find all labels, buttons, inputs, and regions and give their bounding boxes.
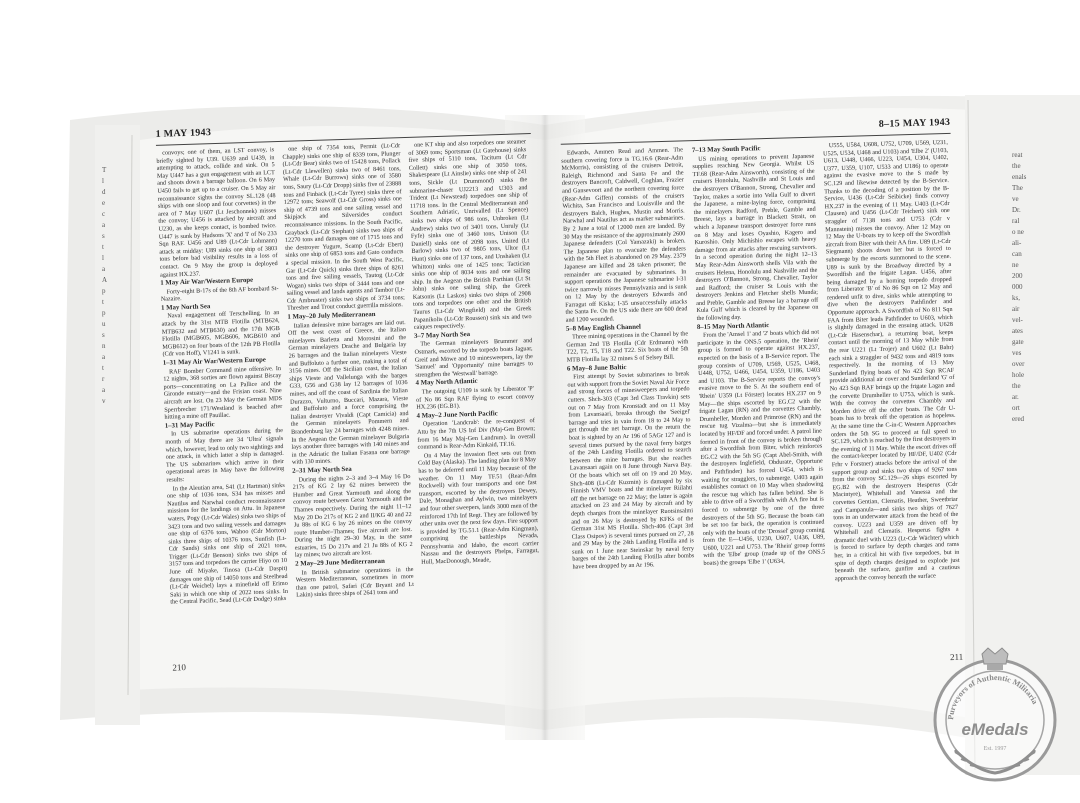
section-heading: 4 May–2 June North Pacific (416, 410, 498, 420)
paragraph: In US submarine operations during the month of May there are 34 'Ultra' signals which, however, lead to only two sightings and one attack, in which latter a ship is damaged. The US submarines which arrive in their operational areas in May have the following results: (165, 427, 285, 484)
paragraph: On 4 May the invasion fleet sets out from Cold Bay (Alaska). The landing plan for 8 May has to be deferred until 11 May because of the weather. On 11 May TF.51 (Rear-Adm Rockwell) with four transports and one fast transport, escorted by the destroyers Dewey, Dale, Monaghan and Aylwin, two minelayers and four other sweepers, lands 3000 men of the reinforced 17th Inf Regt. They are followed by other units over the next few days. Fire support is provided by TG.51.1 (Rear-Adm Kingman), comprising the battleships Nevada, Pennsylvania and Idaho, the escort carrier Nassau and the destroyers Phelps, Farragut, Hull, MacDonough, Meade, (417, 448, 539, 566)
paragraph: From the 'Amsel 1' and '2' boats which did not participate in the ONS.5 operation, the 'Rhein' group is formed to operate against HX.237, expected on the basis of a B-Service report. The group consists of U709, U569, U525, U468, U448, U752, U466, U454, U359, U186, U403 and U103. The B-Service reports the convoy's evasive move to the S. At the southern end of 'Rhein' U359 (Lt Förster) locates HX.237 on 9 May—the ships escorted by EG.C2 with the frigate Lagan (RN) and the corvettes Chambly, Drumheller, Morden and Primrose (RN) and the rescue tug Vizalma—but she is immediately located by HF/DF and forced under. A patrol line formed in front of the convoy is broken through after a Swordfish from Biter, which reinforces EG.C2 with the 5th SG (Capt Abel-Smith, with the destroyers Inglefield, Obdurate, Opportune and Pathfinder) has forced U454, which is waiting for stragglers, to submerge. U403 again establishes contact on 10 May when shadowing the rescue tug which has fallen behind. She is able to drive off a Swordfish with AA fire but is forced to submerge by one of the three destroyers of the 5th SG. Because the boats can be set too far back, the operation is continued only with the boats of the 'Drossel' group coming from the E—U456, U230, U607, U436, U89, U600, U221 and U753. The 'Rhein' group forms with the 'Elbe' group (made up of the ONS.5 boats) the groups 'Elbe 1' (U634, (697, 328, 826, 568)
paragraph: Three mining operations in the Channel by the German 2nd TB Flotilla (Cdr Erdmann) with T22, T2, T5, T18 and T22. Six boats of the 5th MTB Flotilla lay 32 mines S of Selsey Bill. (566, 330, 689, 364)
paragraph: Naval engagement off Terschelling. In an attack by the 31st MTB Flotilla (MTB624, MTB632 and MTB630) and the 17th MGB Flotilla (MGB605, MGB606, MGB610 and MGB612) on four boats of the 12th PB Flotilla (Cdr von Hoff), V1241 is sunk. (161, 309, 281, 359)
emedals-watermark-logo (920, 640, 1070, 790)
right-page-number: 211 (949, 651, 964, 663)
edge-right-9: can (1012, 250, 1022, 258)
edge-left-19: r (102, 375, 105, 383)
section-heading: 7–13 May South Pacific (691, 145, 761, 155)
edge-left-16: n (102, 342, 106, 350)
edge-right-6: ral (1012, 217, 1020, 225)
section-heading: 1–31 May Pacific (164, 420, 215, 430)
edge-left-10: A (102, 276, 108, 284)
edge-left-20: a (102, 386, 106, 394)
edge-right-24: ered (1012, 415, 1025, 423)
edge-left-4: c (102, 210, 106, 218)
edge-left-3: e (102, 199, 106, 207)
paragraph: convoys; one of them, an LST convoy, is briefly sighted by U39. U639 and U439, in attempting to attack, collide and sink. On 5 May U447 has a gun engagement with an LCT and shoots down a barrage balloon. On 6 May U450 fails to get up to a cruiser. On 5 May air reconnaissance sights the convoy SL.128 (48 ships with one sloop and four corvettes) in the area of 7 May U607 (Lt Jeschonnek) misses the convoy; U456 is attacked by aircraft and U230, as she keeps contact, is bombed twice. U447 is sunk by Hudsons 'X' and 'I' of No 233 Sqn RAF. U456 and U89 (Lt-Cdr Lohmann) attack at midday: U89 sinks one ship of 3803 tons before bad visibility results in a loss of contact. On 9 May the group is deployed against HX.237. (156, 146, 278, 279)
left-column-3 (408, 138, 542, 651)
edge-left-17: a (102, 353, 106, 361)
section-heading: 1–31 May Air War/Western Europe (162, 356, 266, 367)
paragraph: Edwards, Ammen Read and Ammen. The southern covering force is TG.16.6 (Rear-Adm McMorris), consisting of the cruisers Detroit, Raleigh, Richmond and Santa Fe and the destroyers Bancroft, Caldwell, Coghlan, Frazier and Gansevoort and the northern covering force (Rear-Adm Giffen) consists of the cruisers Wichita, San Francisco and Louisville and the destroyers Balch, Hughes, Mustin and Morris. Narwhal and Nautilus act as marker submarines. By 2 June a total of 12000 men are landed. By 30 May the resistance of the approximately 2600 Japanese defenders (Col Yamazaki) is broken. The Japanese plan to evacuate the defenders with the 5th Fleet is abandoned on 29 May. 2379 Japanese are killed and 28 taken prisoner; the remainder are evacuated by submarines. In support operations the Japanese submarine I-31 twice narrowly misses Pennsylvania and is sunk on 12 May by the destroyers Edwards and Farragut off Kiska; I-35 unsuccessfully attacks the Santa Fe. On the US side there are 600 dead and 1200 wounded. (561, 146, 688, 324)
edge-left-15: s (102, 331, 105, 339)
paragraph: The outgoing U109 is sunk by Liberator 'P' of No 86 Sqn RAF flying to escort convoy HX.236 (EG.B1). (415, 385, 535, 411)
edge-left-1: l (102, 177, 104, 185)
edge-right-14: air (1012, 305, 1020, 313)
badge-arc-text: Purveyors of Authentic Militaria (946, 672, 1040, 721)
paragraph: Italian defensive mine barrages are laid out. Off the west coast of Greece, the Italian minelayers Barletta and Morosini and the German minelayers Drache and Bulgaria lay 26 barrages and the Italian minelayers Vieste and Buffoluto a further one, making a total of 3156 mines. Off the Sicilian coast, the Italian ships Vieste and Vallelunga with the barges G33, G56 and G38 lay 12 barrages of 1036 mines, and off the coast of Sardinia the Italian Durazzo, Vulturno, Buccari, Mazara, Vieste and Buffoluto and a force comprising the Italian destroyer Vivaldi (Capt Camicia) and the German minelayers Pommern and Brandenburg lay 24 barrages with 4248 mines. In the Aegean the German minelayer Bulgaria lays another three barrages with 140 mines and in the Adriatic the Italian Fasana one barrage with 130 mines. (287, 318, 410, 467)
right-column-1 (561, 146, 697, 659)
edge-left-0: T (102, 166, 107, 174)
right-page-header: 8–15 MAY 1943 (878, 116, 951, 130)
section-heading: 2 May–29 June Mediterranean (295, 557, 385, 568)
left-column-2 (282, 142, 416, 655)
edge-left-7: t (102, 243, 104, 251)
right-column-2 (692, 143, 828, 656)
edge-right-11: 200 (1012, 272, 1023, 280)
edge-left-12: t (102, 298, 104, 306)
edge-left-13: p (102, 309, 106, 317)
section-heading: 5–8 May English Channel (565, 323, 641, 333)
section-heading: 3–7 May North Sea (413, 330, 471, 340)
edge-right-10: ne (1012, 261, 1019, 269)
edge-right-2: enals (1012, 173, 1027, 181)
section-heading: 1 May Air War/Western Europe (160, 276, 254, 287)
left-column-1 (156, 146, 290, 659)
paragraph: In British submarine operations in the Western Mediterranean, sometimes in more than one patrol, Safari (Cdr Bryant and Lt Lakin) sinks three ships of 2641 tons and (295, 565, 414, 600)
section-heading: 2–31 May North Sea (292, 465, 352, 475)
paragraph: US mining operations to prevent Japanese supplies reaching New Georgia. Whilst US TF.68 (Rear-Adm Ainsworth), consisting of the cruisers Honolulu, Nashville and St Louis and the destroyers O'Bannon, Strong, Chevalier and Taylor, makes a sortie into Vella Gulf to divert the Japanese, a mine-laying force, comprising the minelayers Radford, Preble, Gamble and Breese, lays a barrage in Blackett Strait, on which a Japanese transport destroyer force runs on 8 May and loses Oyashio, Kagero and Kuroshio. Only Michishio escapes with heavy damage from air attacks after rescuing survivors. In a second operation during the night 12–13 May Rear-Adm Ainsworth shells Vila with the cruisers Helena, Honolulu and Nashville and the destroyers O'Bannon, Strong, Chevalier, Taylor and Radford; the cruiser St Louis with the destroyers Jenkins and Fletcher shells Munda; and Preble, Gamble and Breese lay a barrage off Kula Gulf which is cleared by the Japanese on the following day. (692, 152, 819, 323)
edge-right-4: ve (1012, 195, 1019, 203)
paragraph: In the Aleutian area, S41 (Lt Hartman) sinks one ship of 1036 tons, S34 has misses and Nautilus and Narwhal conduct reconnaissance missions for the landings on Attu. In Japanese waters, Pogy (Lt-Cdr Wales) sinks two ships of 3423 tons and two sailing vessels and damages one ship of 6376 tons, Wahoo (Cdr Morton) sinks three ships of 10376 tons, Sunfish (Lt-Cdr Sands) sinks one ship of 2021 tons, Trigger (Lt-Cdr Benson) sinks two ships of 3157 tons and torpedoes the carrier Hiyo on 10 June off Miyake, Tinosa (Lt-Cdr Daspit) damages one ship of 14050 tons and Steelhead (Lt-Cdr Weichel) lays a minefield off Erimo Saki in which one ship of 2022 tons sinks. In the Central Pacific, Sead (Lt-Cdr Dodge) sinks (166, 481, 289, 607)
edge-right-23: ort (1012, 404, 1020, 412)
paragraph: one KT ship and also torpedoes one steamer of 3069 tons; Sportsman (Lt Gatehouse) sinks five ships of 5110 tons, Taciturn (Lt Cdr Collett) sinks one ship of 3050 tons, Shakespeare (Lt Ainslie) sinks one ship of 241 tons, Sickle (Lt Drummond) sinks the submarine-chaser UJ2213 and U303 and Trident (Lt Newstead) torpedoes one ship of 11718 tons. In the Central Mediterranean and Southern Adriatic, Unrivalled (Lt Spence) sinks two ships of 986 tons, Unbroken (Lt Andrew) sinks two of 3401 tons, Unruly (Lt Fyfe) sinks one of 3460 tons, Unison (Lt Daniell) sinks one of 2098 tons, United (Lt Barlow) sinks two of 9805 tons, Ultor (Lt Hunt) sinks one of 137 tons, and Unshaken (Lt Whitton) sinks one of 1425 tons; Tactician sinks one ship of 8034 tons and one sailing ship. In the Aegean the British Parthian (Lt St John) sinks one sailing ship, the Greek Katsonis (Lt Laskos) sinks two ships of 2908 tons and torpedoes one other and the British Taurus (Lt-Cdr Wingfield) and the Greek Papanikolis (Lt-Cdr Roussen) sink six and two caiques respectively. (408, 138, 532, 332)
edge-right-22: ar. (1012, 393, 1019, 401)
left-page-number: 210 (172, 662, 187, 673)
edge-right-5: Dr. (1012, 206, 1021, 214)
paragraph: one ship of 7354 tons, Permit (Lt-Cdr Chapple) sinks one ship of 8339 tons, Plunger (Lt-Cdr Bear) sinks two of 15428 tons, Pollack (Lt-Cdr Llewellen) sinks two of 8461 tons, Whale (Lt-Cdr Burrows) sinks one of 3580 tons, Saury (Lt-Cdr Dropp) sinks five of 23888 tons and Finback (Lt-Cdr Tyree) sinks three of 12972 tons; Seawolf (Lt-Cdr Gross) sinks one ship of 4739 tons and one sailing vessel and Skipjack and Silversides conduct reconnaissance missions. In the South Pacific, Grayback (Lt-Cdr Stephan) sinks two ships of 12270 tons and damages one of 1715 tons and the destroyer Yugure, Scamp (Lt-Cdr Ebert) sinks one ship of 6853 tons and Gato conducts a special mission. In the South West Pacific, Gar (Lt-Cdr Quick) sinks three ships of 8261 tons and five sailing vessels, Tautog (Lt-Cdr Wogan) sinks two ships of 3444 tons and one sailing vessel and lands agents and Tambor (Lt-Cdr Ambruster) sinks two ships of 3734 tons; Thresher and Trout conduct guerrilla missions. (282, 142, 405, 313)
paragraph: Forty-eight B-17s of the 8th AF bombard St-Nazaire. (160, 284, 279, 304)
paragraph: Operation 'Landcrab': the re-conquest of Attu by the 7th US Inf Div (Maj-Gen Brown; from 16 May Maj-Gen Landrum). In overall command is Rear-Adm Kinkaid, TF.16. (416, 417, 536, 451)
left-page (150, 103, 558, 695)
edge-right-1: the (1012, 162, 1021, 170)
edge-left-8: l (102, 254, 104, 262)
right-page (552, 107, 978, 693)
edge-left-21: v (102, 397, 106, 405)
badge-brand: eMedals (961, 720, 1029, 739)
section-heading: 8–15 May North Atlantic (696, 321, 770, 331)
edge-right-19: over (1012, 360, 1025, 368)
section-heading: 4 May North Atlantic (415, 378, 478, 388)
left-page-header: 1 MAY 1943 (155, 127, 212, 140)
edge-right-21: the (1012, 382, 1021, 390)
left-edge-text (102, 165, 122, 407)
edge-right-15: vel- (1012, 316, 1023, 324)
edge-right-0: reat (1012, 151, 1023, 159)
edge-right-12: 000 (1012, 283, 1023, 291)
edge-right-18: ves (1012, 349, 1022, 357)
paragraph: RAF Bomber Command mine offensive. In 12 nights, 368 sorties are flown against Biscay ports—concentrating on La Pallice and the Gironde estuary—and the Frisian coast. Nine aircraft are lost. On 23 May the German MDS Sperrbrecher 171/Westland is beached after hitting a mine off Pauillac. (163, 364, 283, 421)
edge-left-11: p (102, 287, 106, 295)
section-heading: 6 May–8 June Baltic (566, 363, 627, 373)
paragraph: U555, U584, U608, U752, U709, U569, U231, U525, U534, U468 and U103) and 'Elbe 2' (U103, U613, U448, U466, U223, U454, U304, U402, U377, U359, U107, U533 and U186) to operate against the evasive move to the S made by SC.129 and likewise detected by the B-Service. Thanks to the decoding of a position by the B-Service, U436 (Lt-Cdr Seibicke) finds convoy HX.237 in the evening of 11 May. U403 (Lt-Cdr Clausen) and U456 (Lt-Cdr Teichert) sink one straggler of 7138 tons and U753 (Cdr v Mannstein) misses the convoy. After 12 May on 12 May the U-boats try to keep off the Swordfish aircraft from Biter with their AA fire. U89 (Lt-Cdr Siegmann) shoots down her but is forced to submerge by the escorts summoned to the scene. U89 is sunk by the Broadway directed by a Swordfish and the frigate Lagan. U456, after being damaged by a homing torpedo dropped from Liberator 'B' of No 86 Sqn on 12 May and rendered unfit to dive, sinks while attempting to dive when the destroyers Pathfinder and Opportune approach. A Swordfish of No 811 Sqn FAA from Biter leads Pathfinder to U603, which is slightly damaged in the ensuing attack. U628 (Lt-Cdr Hasenschar), a returning boat, keeps contact until the morning of 13 May while from the rear U221 (Lt Trojer) and U602 (Lt Bahr) each sink a straggler of 9432 tons and 4819 tons respectively. In the morning of 13 May Sunderland flying boats of No 423 Sqn RCAF provide additional air cover and Sunderland 'G' of No 423 Sqn RAF brings up the frigate Lagan and the corvette Drumheller to U753, which is sunk. With the convoy the corvettes Chambly and Morden drive off the other boats. The Cdr U-boats has to break off the operation as hopeless. At the same time the C-in-C Western Approaches orders the 5th SG to proceed at full speed to SC.129, which is reached by the first destroyers in the evening of 11 May. While the escort drives off the contact-keeper located by HF/DF, U402 (Cdr Frhr v Forstner) attacks before the arrival of the support group and sinks two ships of 9267 tons from the convoy SC.129—26 ships escorted by EG.B2 with the destroyers Hesperus (Cdr Macintyre), Whitehall and Vanessa and the corvettes Gentian, Clematis, Heather, Sweetbriar and Campanula—and sinks two ships of 7627 tons in an underwater attack from the head of the convoy. U223 and U359 are driven off by Whitehall and Clematis. Hesperus fights a dramatic duel with U223 (Lt-Cdr Wächter) which is forced to surface by depth charges and rams her, in a critical hit with five torpedoes, but in spite of depth charges designed to explode just beneath the surface, gunfire and a cautious approach the convoy beneath the surface (823, 138, 960, 583)
badge-est: Est. 1997 (983, 746, 1007, 752)
right-column-3 (823, 139, 962, 652)
edge-right-3: The (1012, 184, 1023, 192)
section-heading: 1 May–20 July Mediterranean (287, 311, 376, 321)
right-edge-text (1012, 150, 1052, 425)
paragraph: First attempt by Soviet submarines to break out with support from the Soviet Naval Air Force and strong forces of minesweepers and torpedo cutters. Shch-303 (Capt 3rd Class Travkin) sets out on 7 May from Kronstadt and on 11 May from Lavansaari, breaks through the 'Seeigel' barrage and tries in vain from 18 to 24 May to get through the net barrage. On the return the boat is sighted by an Ar 196 of 5AGr 127 and is several times pursued by the naval ferry barges of the 24th Landing Flotilla ordered to search between the mine barrages. But she reaches Lavansaari again on 8 June through Narva Bay. Of the boats which set off on 19 and 20 May, Shch-408 (Lt-Cdr Kuzmin) is damaged by six Finnish VMV boats and the minelayer Riilahti off the net barrage on 22 May; the latter is again attacked on 23 and 24 May by aircraft and by depth charges from the minelayer Ruotsinsalmi and on 26 May is destroyed by KFKs of the German 31st MS Flotilla. Shch-406 (Capt 3rd Class Osipov) is several times pursued on 27, 28 and 29 May by the 24th Landing Flotilla and is sunk on 1 June near Steinskar by naval ferry barges of the 24th Landing Flotilla after bombs have been dropped by an Ar 196. (567, 370, 695, 571)
edge-left-2: d (102, 188, 106, 196)
edge-right-16: ates (1012, 327, 1023, 335)
edge-right-7: o ne (1012, 228, 1024, 236)
edge-right-17: gate (1012, 338, 1024, 346)
edge-left-18: t (102, 364, 104, 372)
edge-left-9: a (102, 265, 106, 273)
edge-right-8: ali- (1012, 239, 1022, 247)
edge-right-20: hole (1012, 371, 1025, 379)
edge-left-5: a (102, 221, 106, 229)
section-heading: 1 May North Sea (160, 303, 211, 312)
edge-left-6: s (102, 232, 105, 240)
paragraph: The German minelayers Brummer and Ostmark, escorted by the torpedo boats Jaguar, Greif and Möwe and 10 minesweepers, lay the 'Samuel' and 'Opportunity' mine barrages to strengthen the 'Westwall' barrage. (414, 337, 534, 379)
paragraph: During the nights 2–3 and 3–4 May 16 Do 217s of KG 2 lay 62 mines between the Humber and Great Yarmouth and along the convoy route between Great Yarmouth and the Thames respectively. During the night 11–12 May 20 Do 217s of KG 2 and II/KG 40 and 22 Ju 88s of KG 6 lay 26 mines on the convoy route Humber–Thames; five aircraft are lost. During the night 29–30 May, in the same estuaries, 15 Do 217s and 21 Ju 88s of KG 2 lay mines; two aircraft are lost. (292, 472, 413, 560)
edge-left-14: u (102, 320, 106, 328)
edge-right-13: ks, (1012, 294, 1020, 302)
